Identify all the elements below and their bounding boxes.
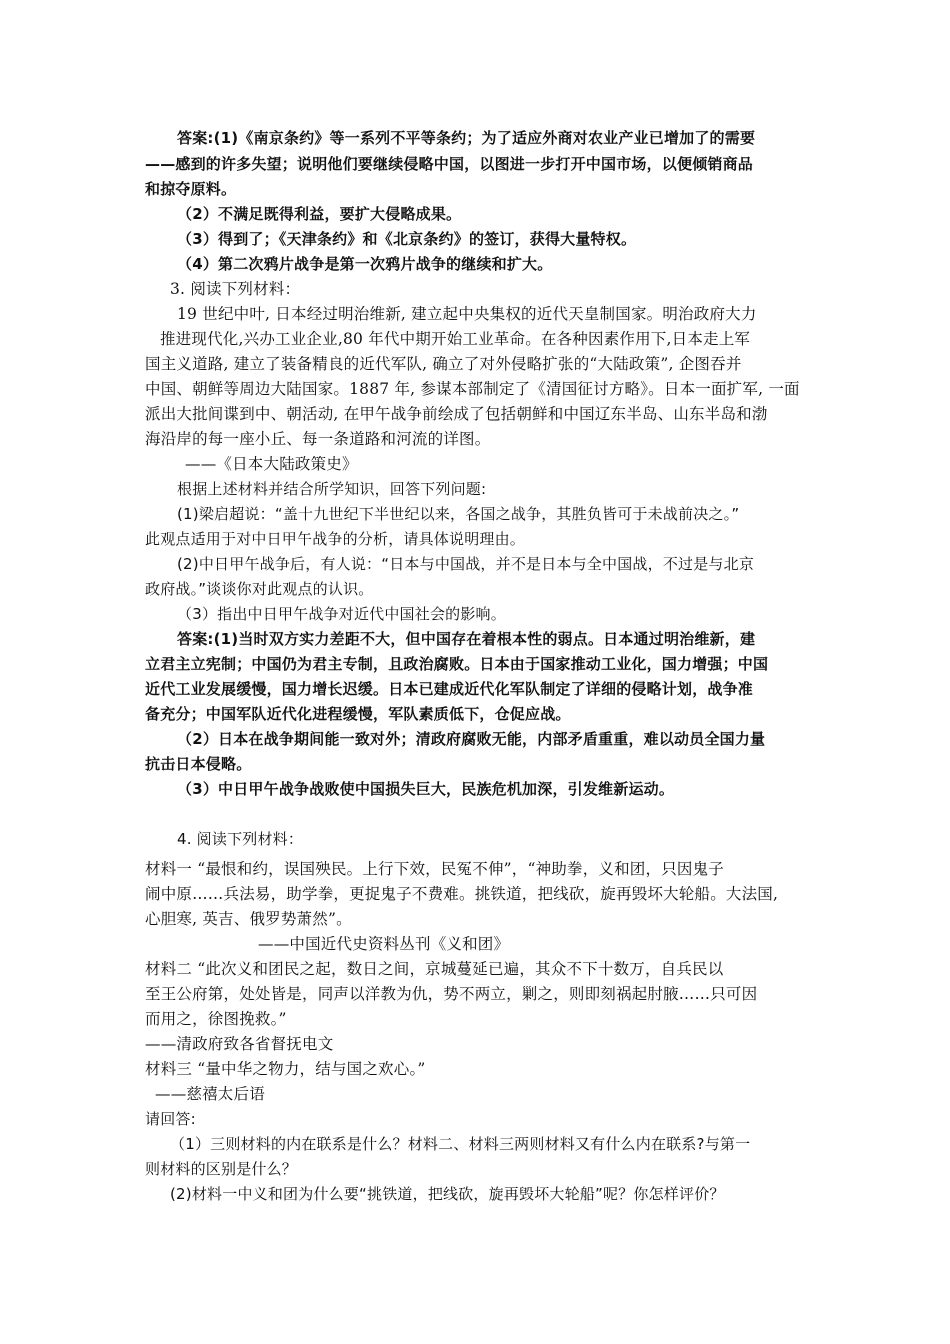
q3-material-line2: 推进现代化,兴办工业企业,80 年代中期开始工业革命。在各种因素作用下,日本走上军 <box>160 330 751 348</box>
answer-2-part1-line2: ——感到的许多失望；说明他们要继续侵略中国，以图进一步打开中国市场，以便倾销商品 <box>145 155 754 173</box>
q3-sub3: （3）指出中日甲午战争对近代中国社会的影响。 <box>177 605 506 623</box>
answer-3-part2-line1: （2）日本在战争期间能一致对外；清政府腐败无能，内部矛盾重重，难以动员全国力量 <box>177 730 766 748</box>
answer-3-part1-line2: 立君主立宪制；中国仍为君主专制，且政治腐败。日本由于国家推动工业化，国力增强；中国 <box>145 655 769 673</box>
q3-sub1-line2: 此观点适用于对中日甲午战争的分析，请具体说明理由。 <box>145 530 526 548</box>
answer-3-part1-line3: 近代工业发展缓慢，国力增长迟缓。日本已建成近代化军队制定了详细的侵略计划，战争准 <box>145 680 754 698</box>
q3-prompt: 根据上述材料并结合所学知识，回答下列问题: <box>177 480 487 498</box>
q3-sub1-line1: (1)梁启超说：“盖十九世纪下半世纪以来，各国之战争，其胜负皆可于未战前决之。” <box>177 505 740 523</box>
q4-sub2: (2)材料一中义和团为什么要“挑铁道，把线砍，旋再毁坏大轮船”呢？你怎样评价？ <box>170 1185 725 1203</box>
q3-material-line6: 海沿岸的每一座小丘、每一条道路和河流的详图。 <box>145 430 491 448</box>
answer-2-part4: （4）第二次鸦片战争是第一次鸦片战争的继续和扩大。 <box>177 255 553 273</box>
q4-material2-line3: 而用之，徐图挽救。” <box>145 1010 287 1028</box>
q4-material1-source: ——中国近代史资料丛刊《义和团》 <box>258 935 510 953</box>
q3-material-line5: 派出大批间谍到中、朝活动, 在甲午战争前绘成了包括朝鲜和中国辽东半岛、山东半岛和渤 <box>145 405 768 423</box>
answer-3-part3: （3）中日甲午战争战败使中国损失巨大，民族危机加深，引发维新运动。 <box>177 780 675 798</box>
q4-material2-line1: 材料二 “此次义和团民之起，数日之间，京城蔓延已遍，其众不下十数万，自兵民以 <box>145 960 724 978</box>
q4-prompt: 请回答: <box>145 1110 196 1128</box>
answer-3-part2-line2: 抗击日本侵略。 <box>145 755 252 773</box>
q4-material2-source: ——清政府致各省督抚电文 <box>145 1035 334 1053</box>
q4-material3-source: ——慈禧太后语 <box>155 1085 265 1103</box>
q4-material1-line3: 心胆寒, 英吉、俄罗势萧然”。 <box>145 910 352 928</box>
q4-material1-line2: 闹中原……兵法易，助学拳，更捉鬼子不费难。挑铁道，把线砍，旋再毁坏大轮船。大法国, <box>145 885 779 903</box>
q3-material-line4: 中国、朝鲜等周边大陆国家。1887 年, 参谋本部制定了《清国征讨方略》。日本一面扩军, 一面 <box>145 380 800 398</box>
q3-sub2-line1: (2)中日甲午战争后，有人说：“日本与中国战，并不是日本与全中国战，不过是与北京 <box>177 555 755 573</box>
question-3-heading: 3. 阅读下列材料： <box>170 280 301 298</box>
answer-2-part1-line3: 和掠夺原料。 <box>145 180 237 198</box>
q3-material-source: ——《日本大陆政策史》 <box>185 455 358 473</box>
q4-material2-line2: 至王公府第，处处皆是，同声以洋教为仇，势不两立，剿之，则即刻祸起肘腋……只可因 <box>145 985 758 1003</box>
answer-2-part1-line1: 答案:(1)《南京条约》等一系列不平等条约；为了适应外商对农业产业已增加了的需要 <box>177 129 756 147</box>
question-4-heading: 4. 阅读下列材料： <box>177 830 304 848</box>
q3-sub2-line2: 政府战。”谈谈你对此观点的认识。 <box>145 580 374 598</box>
answer-2-part3: （3）得到了；《天津条约》和《北京条约》的签订，获得大量特权。 <box>177 230 637 248</box>
q4-sub1-line1: （1）三则材料的内在联系是什么？材料二、材料三两则材料又有什么内在联系?与第一 <box>170 1135 751 1153</box>
q4-sub1-line2: 则材料的区别是什么？ <box>145 1160 298 1178</box>
q4-material3-line1: 材料三 “量中华之物力，结与国之欢心。” <box>145 1060 426 1078</box>
q4-material1-line1: 材料一 “最恨和约，误国殃民。上行下效，民冤不伸”，“神助拳，义和团，只因鬼子 <box>145 860 725 878</box>
q3-material-line3: 国主义道路, 建立了装备精良的近代军队, 确立了对外侵略扩张的“大陆政策”, 企图吞并 <box>145 355 742 373</box>
answer-2-part2: （2）不满足既得利益，要扩大侵略成果。 <box>177 205 462 223</box>
answer-3-part1-line1: 答案:(1)当时双方实力差距不大，但中国存在着根本性的弱点。日本通过明治维新，建 <box>177 630 756 648</box>
q3-material-line1: 19 世纪中叶, 日本经过明治维新, 建立起中央集权的近代天皇制国家。明治政府大力 <box>177 305 757 323</box>
answer-3-part1-line4: 备充分；中国军队近代化进程缓慢，军队素质低下，仓促应战。 <box>145 705 571 723</box>
